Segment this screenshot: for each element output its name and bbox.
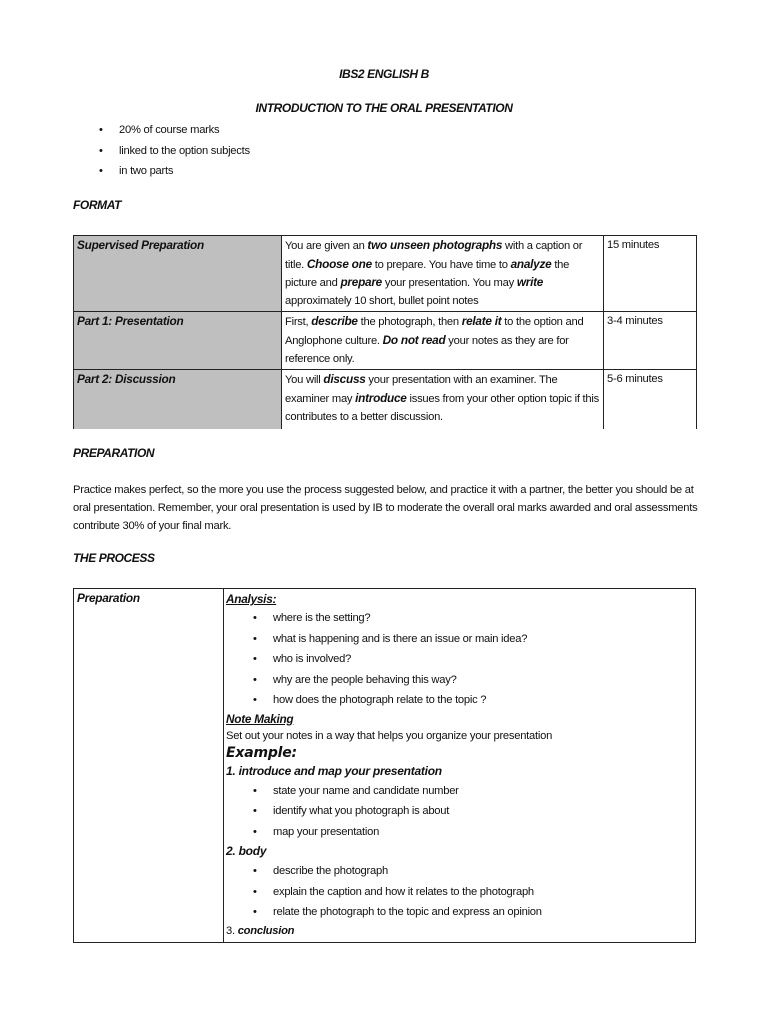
table-row xyxy=(74,370,697,429)
emphasis-text: analyze xyxy=(510,256,552,271)
note-making-heading: Note Making xyxy=(226,711,294,726)
body-text: approximately 10 short, bullet point notes xyxy=(285,294,479,307)
step1-list xyxy=(226,781,691,843)
step1-heading: 1. introduce and map your presentation xyxy=(226,763,442,778)
bullet-icon: • xyxy=(253,825,257,838)
bullet-icon: • xyxy=(253,784,257,797)
process-content xyxy=(226,591,691,939)
table-cell-description xyxy=(282,236,604,312)
bullet-icon: • xyxy=(253,653,257,665)
step3-heading xyxy=(226,923,691,939)
bullet-icon: • xyxy=(99,144,103,157)
emphasis-text: write xyxy=(516,275,544,290)
bullet-icon: • xyxy=(99,165,103,177)
example-label: Example: xyxy=(226,744,297,761)
body-text: the photograph, then xyxy=(357,316,462,329)
step3-word: conclusion xyxy=(237,924,295,937)
process-left-label: Preparation xyxy=(77,591,140,605)
list-item: • describe the photograph xyxy=(226,861,691,882)
table-cell-label: Part 2: Discussion xyxy=(74,370,282,429)
table-cell-description xyxy=(282,312,604,370)
emphasis-text: two unseen photographs xyxy=(367,238,503,252)
document-subtitle: INTRODUCTION TO THE ORAL PRESENTATION xyxy=(255,101,513,115)
table-row xyxy=(74,236,697,312)
emphasis-text: discuss xyxy=(323,372,366,387)
format-table xyxy=(73,235,697,429)
emphasis-text: describe xyxy=(311,314,358,329)
list-item: • who is involved? xyxy=(226,649,691,670)
list-item: • relate the photograph to the topic and express an opinion xyxy=(226,902,691,923)
body-text: You will xyxy=(285,374,324,387)
document-title: IBS2 ENGLISH B xyxy=(339,67,429,81)
analysis-heading: Analysis: xyxy=(226,592,277,606)
table-cell-label: Part 1: Presentation xyxy=(74,312,282,370)
bullet-icon: • xyxy=(253,694,257,706)
step3-number: 3. xyxy=(226,924,235,937)
body-text: your presentation with an examiner. The examiner may xyxy=(285,374,558,405)
list-item: • where is the setting? xyxy=(226,608,691,629)
body-text: your notes as they are for reference only. xyxy=(285,334,569,365)
table-cell-time: 3-4 minutes xyxy=(604,312,697,370)
body-text: issues from your other option topic if this contributes to a better discussion. xyxy=(285,392,599,423)
emphasis-text: introduce xyxy=(355,390,407,405)
bullet-icon: • xyxy=(253,865,257,877)
body-text: your presentation. You may xyxy=(382,277,517,290)
list-item: • why are the people behaving this way? xyxy=(226,670,691,691)
table-cell-label: Supervised Preparation xyxy=(74,236,282,312)
emphasis-text: Choose one xyxy=(306,256,372,271)
list-item: • in two parts xyxy=(99,165,174,177)
list-item: • identify what you photograph is about xyxy=(226,801,691,822)
bullet-icon: • xyxy=(253,632,257,645)
preparation-paragraph: Practice makes perfect, so the more you use the process suggested below, and practice it with a partner, the better you should be at oral presentation. Remember, your oral presentation is used by IB to moderate the overall oral marks awarded and oral assessments contribute 30% of your final mark. xyxy=(73,484,698,532)
note-making-text: Set out your notes in a way that helps you organize your presentation xyxy=(226,729,553,742)
process-table xyxy=(73,588,696,943)
table-cell-time: 15 minutes xyxy=(604,236,697,312)
intro-bullet-list xyxy=(96,123,250,185)
process-heading: THE PROCESS xyxy=(73,551,155,565)
list-item: • how does the photograph relate to the topic ? xyxy=(226,690,691,711)
bullet-icon: • xyxy=(253,805,257,817)
list-item: • state your name and candidate number xyxy=(226,781,691,802)
bullet-icon: • xyxy=(99,124,103,136)
emphasis-text: prepare xyxy=(340,275,382,290)
analysis-list xyxy=(226,608,691,711)
emphasis-text: Do not read xyxy=(382,332,446,347)
bullet-icon: • xyxy=(253,885,257,898)
column-divider xyxy=(223,589,224,942)
list-item: • what is happening and is there an issue or main idea? xyxy=(226,629,691,650)
table-row xyxy=(74,312,697,370)
list-item: • linked to the option subjects xyxy=(99,144,250,157)
preparation-heading: PREPARATION xyxy=(73,446,155,460)
body-text: First, xyxy=(285,316,312,329)
table-cell-time: 5-6 minutes xyxy=(604,370,697,429)
list-item: • 20% of course marks xyxy=(99,124,220,136)
body-text: to the option and Anglophone culture. xyxy=(285,316,584,347)
body-text: to prepare. You have time to xyxy=(371,258,511,271)
step2-heading: 2. body xyxy=(226,844,267,858)
bullet-icon: • xyxy=(253,673,257,686)
body-text: the picture and xyxy=(285,258,570,290)
bullet-icon: • xyxy=(253,906,257,918)
body-text: You are given an xyxy=(285,240,368,252)
list-item: • explain the caption and how it relates to the photograph xyxy=(226,882,691,903)
list-item: • map your presentation xyxy=(226,822,691,843)
format-heading: FORMAT xyxy=(73,198,122,212)
emphasis-text: relate it xyxy=(461,314,502,329)
table-cell-description xyxy=(282,370,604,429)
bullet-icon: • xyxy=(253,612,257,624)
body-text: with a caption or title. xyxy=(285,240,583,271)
step2-list xyxy=(226,861,691,923)
